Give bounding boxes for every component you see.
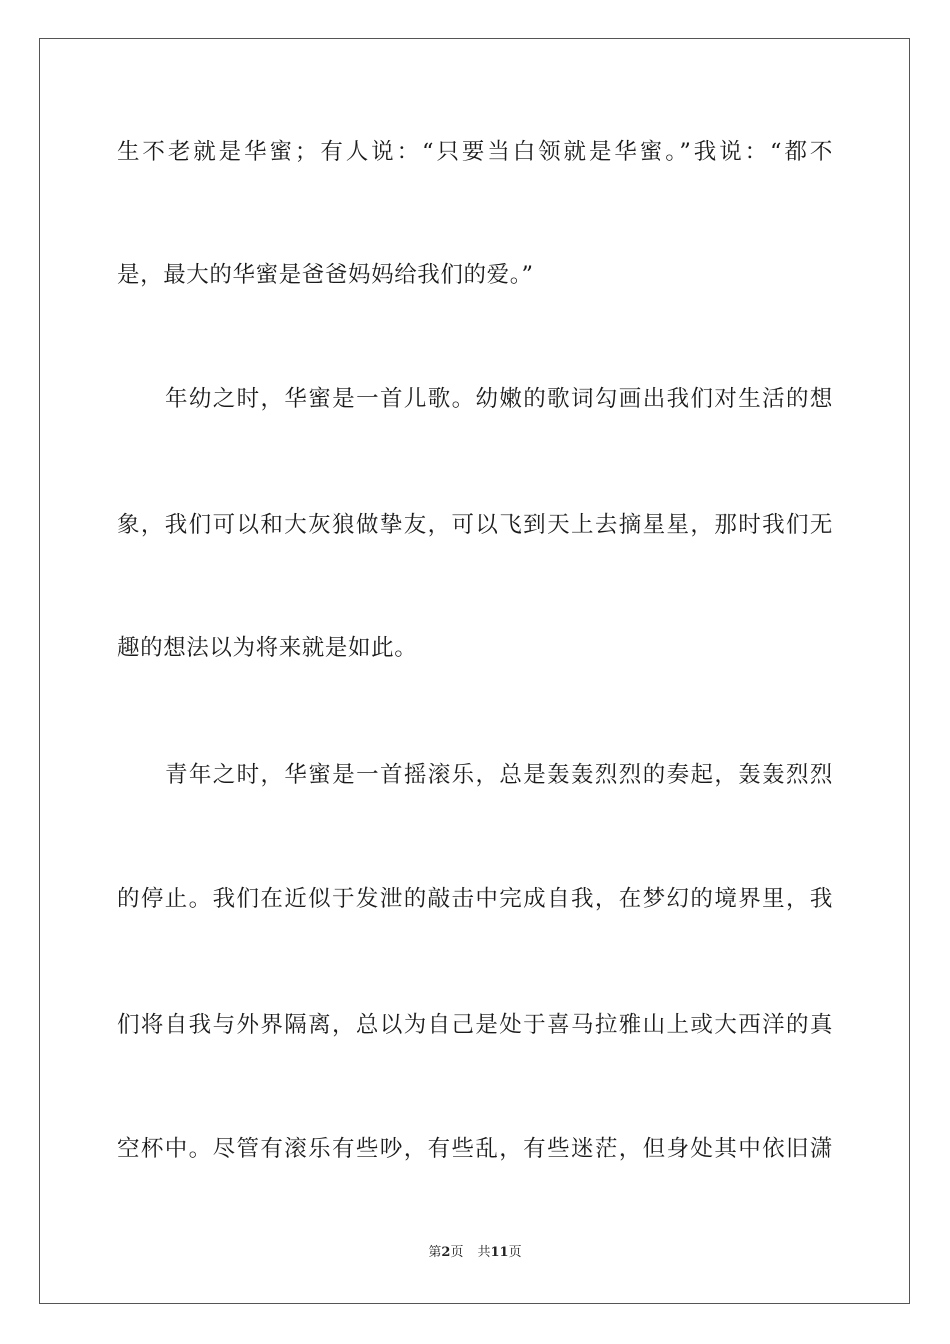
text-line-8: 们将自我与外界隔离，总以为自己是处于喜马拉雅山上或大西洋的真 [117,1012,833,1038]
total-suffix: 页 [508,1245,522,1260]
text-line-7: 的停止。我们在近似于发泄的敲击中完成自我，在梦幻的境界里，我 [117,886,833,912]
text-line-9: 空杯中。尽管有滚乐有些吵，有些乱，有些迷茫，但身处其中依旧潇 [117,1136,833,1162]
page-suffix: 页 [450,1245,464,1260]
page-prefix: 第 [428,1245,442,1260]
total-prefix: 共 [477,1245,491,1260]
page-footer [0,1244,950,1262]
text-line-1: 生不老就是华蜜；有人说：“只要当白领就是华蜜。”我说：“都不 [117,139,833,165]
text-line-3: 年幼之时，华蜜是一首儿歌。幼嫩的歌词勾画出我们对生活的想 [165,386,833,412]
text-line-4: 象，我们可以和大灰狼做挚友，可以飞到天上去摘星星，那时我们无 [117,512,833,538]
total-pages: 11 [490,1245,509,1260]
text-line-5: 趣的想法以为将来就是如此。 [117,635,418,661]
text-line-2: 是，最大的华蜜是爸爸妈妈给我们的爱。” [117,262,534,288]
page-border [39,38,910,1304]
text-line-6: 青年之时，华蜜是一首摇滚乐，总是轰轰烈烈的奏起，轰轰烈烈 [165,762,833,788]
page-number: 2 [441,1245,451,1260]
